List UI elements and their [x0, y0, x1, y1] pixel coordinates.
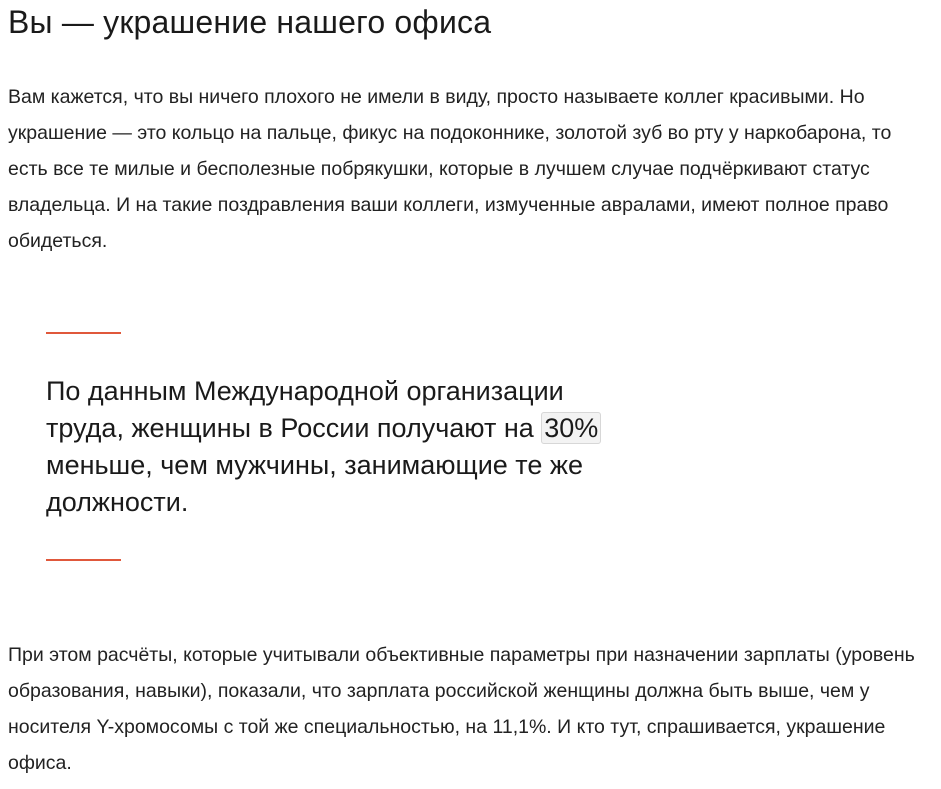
quote-bottom-rule — [46, 559, 121, 561]
quote-highlight-percent: 30% — [541, 412, 601, 444]
paragraph-conclusion: При этом расчёты, которые учитывали объективные параметры при назначении зарплаты (уровень образования, навыки), показали, что зарплата российской женщины должна быть выше, чем у носителя Y-хромосомы с той же специальностью, на 11,1%. И кто тут, спрашивается, украшение офиса. — [8, 644, 915, 774]
quote-text-before: По данным Международной организации труда, женщины в России получают на — [46, 376, 564, 443]
section-heading: Вы — украшение нашего офиса — [8, 4, 492, 40]
quote-top-rule — [46, 332, 121, 334]
quote-text-after: меньше, чем мужчины, занимающие те же должности. — [46, 450, 583, 517]
paragraph-intro: Вам кажется, что вы ничего плохого не имели в виду, просто называете коллег красивыми. Но украшение — это кольцо на пальце, фикус на подоконнике, золотой зуб во рту у наркобарона, то есть все те милые и бесполезные побрякушки, которые в лучшем случае подчёркивают статус владельца. И на такие поздравления ваши коллеги, измученные авралами, имеют полное право обидеться. — [8, 86, 892, 252]
quote-text — [46, 373, 636, 521]
